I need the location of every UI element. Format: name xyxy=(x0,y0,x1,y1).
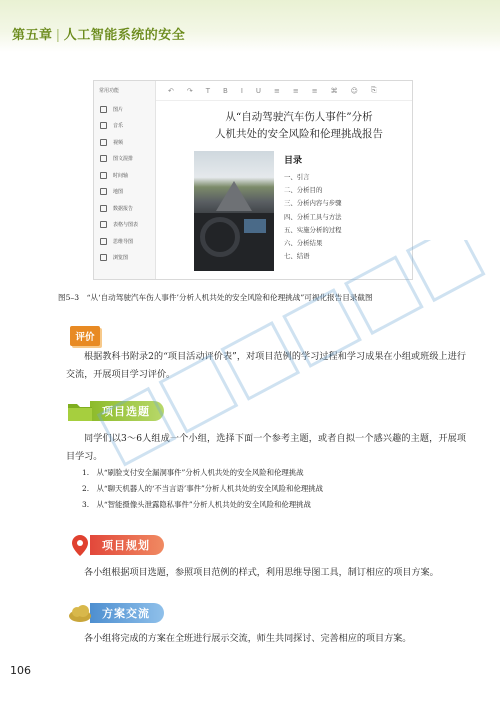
page-number: 106 xyxy=(10,664,31,677)
editor-sidebar xyxy=(94,81,156,280)
plan-text: 各小组根据项目选题，参照项目范例的样式，利用思维导图工具，制订相应的项目方案。 xyxy=(84,568,439,578)
sidebar-item: 图片 xyxy=(94,101,155,118)
align-left-icon: ≡ xyxy=(274,86,280,95)
chapter-title: 人工智能系统的安全 xyxy=(63,28,186,43)
table-of-contents xyxy=(284,153,404,263)
italic-icon: I xyxy=(240,86,243,95)
sidebar-item: 音乐 xyxy=(94,118,155,135)
browse-icon xyxy=(100,254,107,261)
sidebar-item: 图文混排 xyxy=(94,151,155,168)
sidebar-item: 视频 xyxy=(94,134,155,151)
review-tag: 评价 xyxy=(70,326,100,346)
redo-icon: ↷ xyxy=(186,86,193,95)
figure-caption: 图5–3 “从‘自动驾驶汽车伤人事件’分析人机共处的安全风险和伦理挑战”可视化报告目录截图 xyxy=(58,293,373,302)
review-text: 根据教科书附录2的“项目活动评价表”，对项目范例的学习过程和学习成果在小组或班级上进行交流，开展项目学习评价。 xyxy=(66,352,466,380)
chart-icon xyxy=(100,221,107,228)
list-item: 3. 从“智能摄像头泄露隐私事件”分析人机共处的安全风险和伦理挑战 xyxy=(82,500,311,509)
toc-item: 二、分析目的 xyxy=(284,186,323,195)
topic-text: 同学们以3～6人组成一个小组，选择下面一个参考主题，或者自拟一个感兴趣的主题，开展项目学习。 xyxy=(66,434,466,462)
exchange-heading: 方案交流 xyxy=(66,602,164,624)
toc-item: 六、分析结果 xyxy=(284,238,323,247)
sidebar-item: 思维导图 xyxy=(94,233,155,250)
copy-icon: ⎘ xyxy=(370,86,377,94)
toc-item: 一、引言 xyxy=(284,173,310,181)
toc-item: 五、实施分析的过程 xyxy=(284,225,342,234)
location-pin-icon xyxy=(66,533,94,557)
steering-wheel-icon xyxy=(200,217,240,257)
sidebar-title: 常用功能 xyxy=(99,88,120,94)
toc-title: 目录 xyxy=(284,156,303,166)
folder-icon xyxy=(66,399,94,423)
timeline-icon xyxy=(100,172,107,179)
report-title: 从“自动驾驶汽车伤人事件”分析 人机共处的安全风险和伦理挑战报告 xyxy=(215,111,383,140)
image-icon xyxy=(100,106,107,113)
sidebar-item: 浏览图 xyxy=(94,250,155,267)
exchange-text: 各小组将完成的方案在全班进行展示交流，师生共同探讨、完善相应的项目方案。 xyxy=(84,634,412,644)
cloud-icon xyxy=(66,601,94,625)
list-item: 1. 从“刷脸支付安全漏洞事件”分析人机共处的安全风险和伦理挑战 xyxy=(82,468,304,477)
chapter-header: 第五章 | 人工智能系统的安全 xyxy=(12,28,186,43)
topic-heading: 项目选题 xyxy=(66,400,164,422)
toc-item: 四、分析工具与方法 xyxy=(284,212,342,221)
mindmap-icon xyxy=(100,238,107,245)
text-icon: T xyxy=(205,86,211,95)
toc-item: 三、分析内容与步骤 xyxy=(284,199,342,208)
align-right-icon: ≡ xyxy=(311,86,318,95)
report-icon xyxy=(100,205,107,212)
sidebar-item: 地图 xyxy=(94,184,155,201)
music-icon xyxy=(100,122,107,129)
toc-item: 七、结语 xyxy=(284,252,310,261)
sidebar-item: 时间轴 xyxy=(94,167,155,184)
chapter-number: 第五章 xyxy=(12,28,53,43)
plan-heading: 项目规划 xyxy=(66,534,164,556)
list-item: 2. 从“聊天机器人的‘不当言语’事件”分析人机共处的安全风险和伦理挑战 xyxy=(82,484,324,493)
editor-toolbar xyxy=(156,81,413,101)
undo-icon: ↶ xyxy=(168,86,174,95)
underline-icon: U xyxy=(255,86,262,95)
align-center-icon: ≡ xyxy=(292,86,299,95)
link-icon: ⌘ xyxy=(330,86,338,95)
car-interior-photo xyxy=(194,151,274,271)
report-screenshot xyxy=(93,80,413,280)
bold-icon: B xyxy=(223,86,228,95)
layout-icon xyxy=(100,155,107,162)
sidebar-item: 数据报告 xyxy=(94,200,155,217)
map-icon xyxy=(100,188,107,195)
sidebar-item: 表格与图表 xyxy=(94,217,155,234)
video-icon xyxy=(100,139,107,146)
emoji-icon: ☺ xyxy=(350,86,358,95)
